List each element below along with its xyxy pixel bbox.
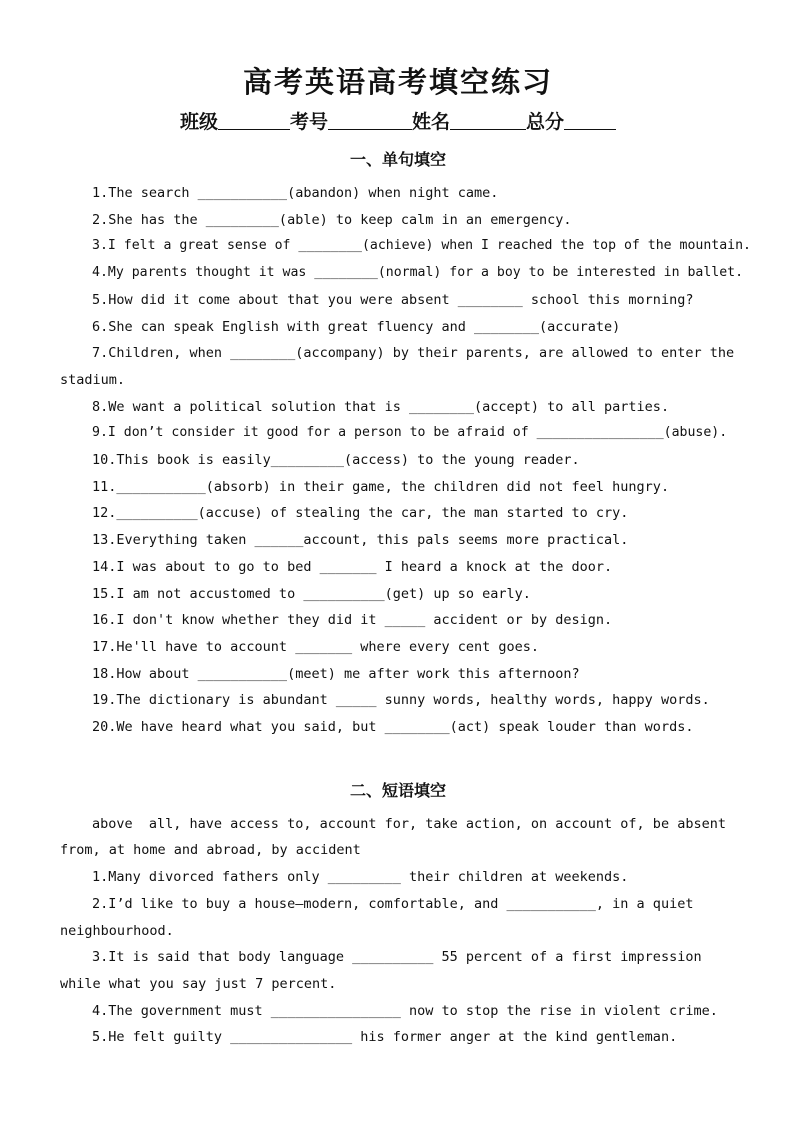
question-item: 12.__________(accuse) of stealing the car, the man started to cry. xyxy=(92,505,629,522)
question-item: 4.The government must ________________ now to stop the rise in violent crime. xyxy=(92,1002,718,1019)
question-item: 13.Everything taken ______account, this pals seems more practical. xyxy=(92,532,629,549)
question-item: 19.The dictionary is abundant _____ sunny words, healthy words, happy words. xyxy=(92,692,710,709)
class-label: 班级 xyxy=(179,111,218,133)
question-item: 17.He'll have to account _______ where every cent goes. xyxy=(92,638,540,655)
section-heading-sentence-fill: 一、单句填空 xyxy=(349,150,446,169)
score-label: 总分 xyxy=(526,111,565,133)
phrase-bank: above all, have access to, account for, take action, on account of, be absent from, at home and abroad, by accident xyxy=(60,815,735,859)
question-item: 5.How did it come about that you were absent ________ school this morning? xyxy=(92,291,694,308)
question-item: 1.The search ___________(abandon) when night came. xyxy=(92,185,499,201)
question-item: 20.We have heard what you said, but ________(act) speak louder than words. xyxy=(92,719,694,736)
question-item: 2.She has the _________(able) to keep calm in an emergency. xyxy=(92,211,572,228)
question-item: 14.I was about to go to bed _______ I heard a knock at the door. xyxy=(92,558,613,575)
worksheet-title: 高考英语高考填空练习 xyxy=(242,65,553,99)
question-item: 2.I’d like to buy a house—modern, comfortable, and ___________, in a quiet neighbourhood. xyxy=(60,895,702,939)
exam-number-label: 考号 xyxy=(289,111,328,133)
question-item: 8.We want a political solution that is ________(accept) to all parties. xyxy=(92,398,670,415)
question-item: 7.Children, when ________(accompany) by their parents, are allowed to enter the stadium. xyxy=(60,345,743,388)
name-blank xyxy=(450,111,526,130)
name-label: 姓名 xyxy=(412,111,451,133)
question-item: 5.He felt guilty _______________ his former anger at the kind gentleman. xyxy=(92,1029,678,1046)
question-item: 16.I don't know whether they did it _____ accident or by design. xyxy=(92,612,613,629)
question-item: 9.I don’t consider it good for a person to be afraid of ________________(abuse). xyxy=(92,425,728,441)
question-item: 1.Many divorced fathers only _________ their children at weekends. xyxy=(92,869,629,886)
question-item: 4.My parents thought it was ________(normal) for a boy to be interested in ballet. xyxy=(92,265,744,281)
question-item: 18.How about ___________(meet) me after work this afternoon? xyxy=(92,665,580,682)
question-item: 6.She can speak English with great fluency and ________(accurate) xyxy=(92,318,621,335)
question-item: 15.I am not accustomed to __________(get) up so early. xyxy=(92,585,531,602)
score-blank xyxy=(564,111,616,130)
exam-number-blank xyxy=(328,111,412,130)
worksheet-page xyxy=(60,62,751,1051)
question-item: 3.I felt a great sense of ________(achieve) when I reached the top of the mountain. xyxy=(92,238,751,254)
class-blank xyxy=(218,111,290,130)
phrase-fill-list xyxy=(60,864,736,1051)
sentence-fill-list xyxy=(60,180,751,741)
question-item: 3.It is said that body language __________ 55 percent of a first impression while what you say just 7 percent. xyxy=(60,949,710,992)
question-item: 10.This book is easily_________(access) to the young reader. xyxy=(92,452,580,469)
student-info-line xyxy=(60,106,736,138)
question-item: 11.___________(absorb) in their game, the children did not feel hungry. xyxy=(92,478,670,495)
section-heading-phrase-fill: 二、短语填空 xyxy=(349,780,446,800)
